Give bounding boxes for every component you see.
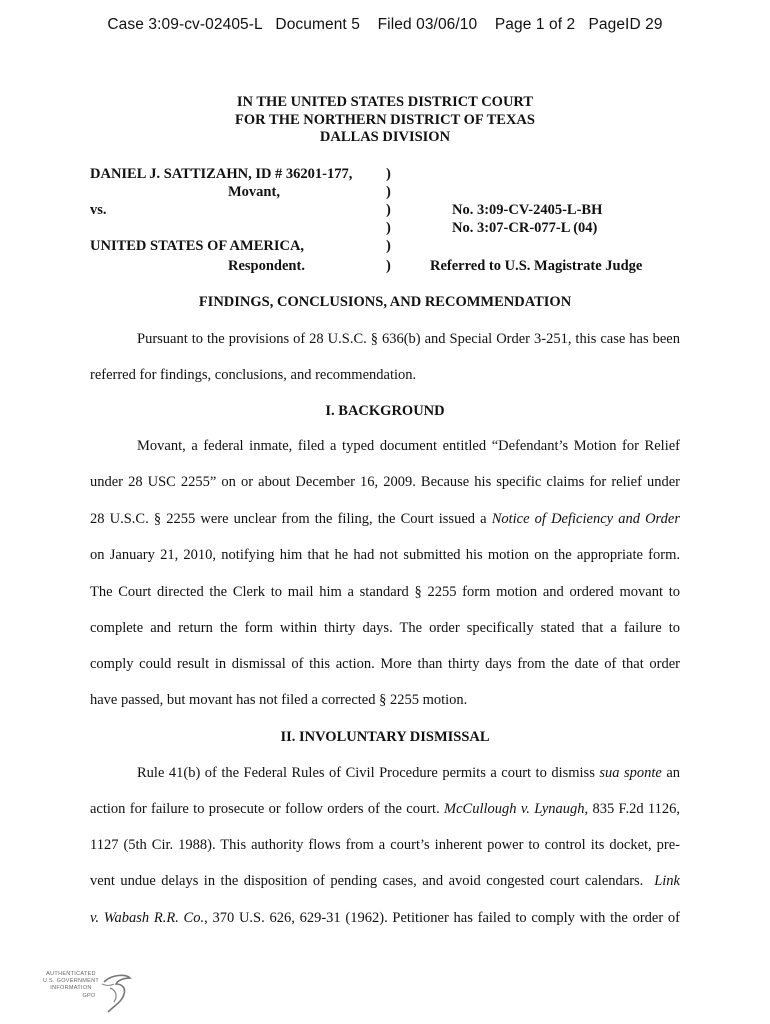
mccullough-citation: McCullough v. Lynaugh <box>444 801 585 817</box>
seal-line-4: GPO <box>82 993 96 999</box>
background-line-8: have passed, but movant has not filed a corrected § 2255 motion. <box>90 692 468 708</box>
dismissal-line-5-text: , 370 U.S. 626, 629-31 (1962). Petitioner has failed to comply with the order of <box>204 910 680 926</box>
background-line-6: complete and return the form within thirty days. The order specifically stated that a failure to <box>90 620 680 636</box>
intro-line-2: referred for findings, conclusions, and recommendation. <box>90 367 417 383</box>
background-line-7: comply could result in dismissal of this action. More than thirty days from the date of that order <box>90 656 680 672</box>
case-header: Case 3:09-cv-02405-L Document 5 Filed 03/06/10 Page 1 of 2 PageID 29 <box>107 16 663 33</box>
caption-paren: ) <box>386 202 391 218</box>
seal-line-3: INFORMATION <box>50 985 92 991</box>
background-line-3-text: 28 U.S.C. § 2255 were unclear from the filing, the Court issued a <box>90 511 492 527</box>
dismissal-line-4-text: vent undue delays in the disposition of pending cases, and avoid congested court calendars. <box>90 873 655 889</box>
seal-line-2: U.S. GOVERNMENT <box>42 978 100 984</box>
notice-citation: Notice of Deficiency and Order <box>491 511 680 527</box>
eagle-icon <box>100 972 134 1016</box>
seal-line-1: AUTHENTICATED <box>46 971 96 977</box>
respondent-name: UNITED STATES OF AMERICA, <box>90 238 305 254</box>
criminal-case-number: No. 3:07-CR-077-L (04) <box>452 220 598 236</box>
dismissal-line-2 <box>90 801 680 818</box>
wabash-citation: v. Wabash R.R. Co. <box>90 910 205 926</box>
caption-paren: ) <box>386 220 391 236</box>
gpo-authentication-seal <box>30 968 140 1018</box>
document-title: FINDINGS, CONCLUSIONS, AND RECOMMENDATION <box>198 294 572 310</box>
respondent-role: Respondent. <box>228 258 305 274</box>
court-title <box>0 94 770 147</box>
dismissal-line-4 <box>90 873 680 890</box>
link-citation: Link <box>654 873 680 889</box>
background-line-1: Movant, a federal inmate, filed a typed document entitled “Defendant’s Motion for Relief <box>137 438 680 454</box>
dismissal-line-3: 1127 (5th Cir. 1988). This authority flows from a court’s inherent power to control its docket, pre- <box>90 837 680 853</box>
movant-role: Movant, <box>228 184 280 200</box>
dismissal-line-5 <box>90 910 680 927</box>
sua-sponte: sua sponte <box>599 765 662 781</box>
caption-paren: ) <box>386 166 391 182</box>
court-title-line-2: FOR THE NORTHERN DISTRICT OF TEXAS <box>235 111 535 128</box>
background-heading: I. BACKGROUND <box>325 403 445 419</box>
background-line-5: The Court directed the Clerk to mail him a standard § 2255 form motion and ordered movant to <box>90 584 680 600</box>
background-line-2: under 28 USC 2255” on or about December 16, 2009. Because his specific claims for relief under <box>90 474 680 490</box>
court-title-line-3: DALLAS DIVISION <box>319 129 451 145</box>
civil-case-number: No. 3:09-CV-2405-L-BH <box>452 202 603 218</box>
referral-note: Referred to U.S. Magistrate Judge <box>430 258 643 274</box>
caption-paren: ) <box>386 184 391 200</box>
caption-paren: ) <box>386 258 391 274</box>
caption-paren: ) <box>386 238 391 254</box>
dismissal-heading: II. INVOLUNTARY DISMISSAL <box>280 729 490 745</box>
court-title-line-1: IN THE UNITED STATES DISTRICT COURT <box>236 94 534 110</box>
background-line-3 <box>90 511 680 528</box>
dismissal-line-2-text: action for failure to prosecute or follow orders of the court. <box>90 801 445 817</box>
versus: vs. <box>90 202 107 218</box>
dismissal-line-1 <box>137 765 680 782</box>
intro-line-1: Pursuant to the provisions of 28 U.S.C. § 636(b) and Special Order 3-251, this case has been <box>137 331 680 347</box>
dismissal-line-1-end: an <box>661 765 681 781</box>
background-line-4: on January 21, 2010, notifying him that he had not submitted his motion on the appropriate form. <box>90 547 680 563</box>
dismissal-line-1-text: Rule 41(b) of the Federal Rules of Civil Procedure permits a court to dismiss <box>137 765 600 781</box>
dismissal-line-2-end: , 835 F.2d 1126, <box>584 801 681 817</box>
movant-name: DANIEL J. SATTIZAHN, ID # 36201-177, <box>90 166 353 182</box>
